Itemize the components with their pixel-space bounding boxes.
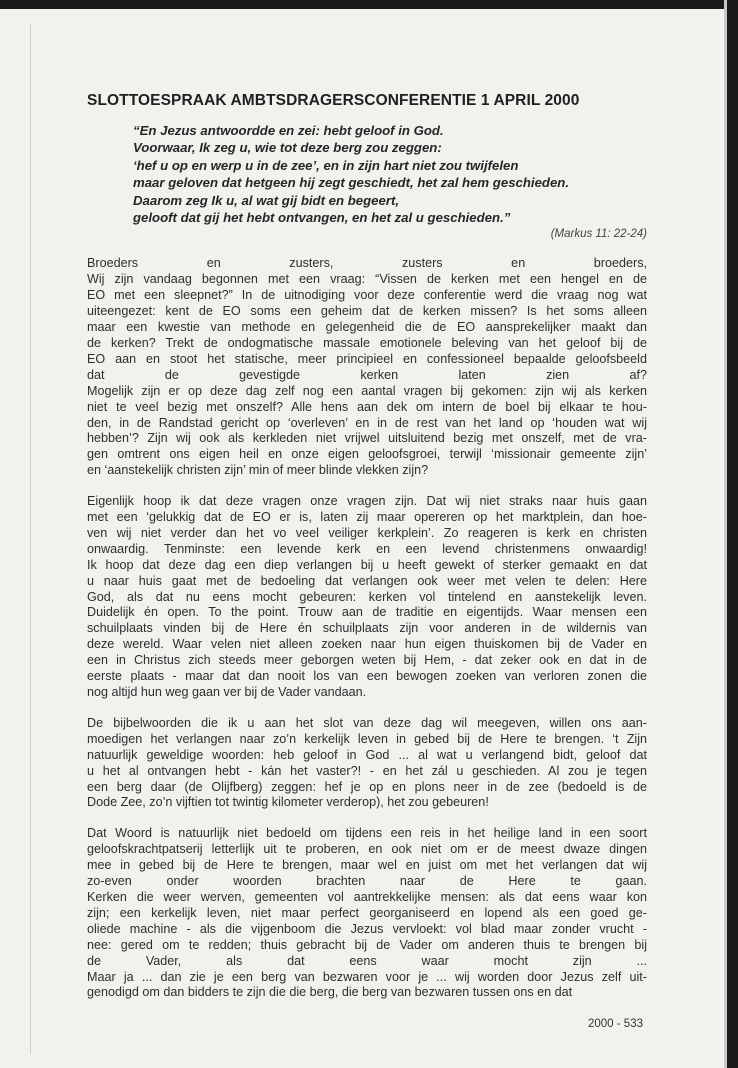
text-line: Duidelijk én open. To the point. Trouw aan de traditie en eigentijds. Waar mensen een: [87, 605, 647, 620]
text-line: Mogelijk zijn er op deze dag zelf nog een aantal vragen bij gekomen: zijn wij als kerken: [87, 383, 647, 398]
text-line: met een ‘gelukkig dat de EO er is, laten zij maar opereren op het marktplein, dan hoe-: [87, 510, 647, 525]
paragraph: [87, 716, 647, 811]
quote-line: Voorwaar, Ik zeg u, wie tot deze berg zou zeggen:: [133, 140, 442, 156]
document-page: [87, 92, 647, 1001]
text-line: Ik hoop dat deze dag een diep verlangen bij u heeft gewekt of sterker gemaakt en dat: [87, 557, 647, 572]
bible-quote: [133, 122, 647, 242]
text-line: oliede machine - als die vijgenboom die Jezus vervloekt: vol blad maar zonder vrucht -: [87, 921, 647, 936]
text-line: Dat Woord is natuurlijk niet bedoeld om tijdens een reis in het heilige land in een soort: [87, 826, 647, 841]
text-line: moedigen het verlangen naar zo’n kerkelijk leven in gebed bij de Here te brengen. ‘t Zijn: [87, 731, 647, 746]
text-line: zijn; een kerkelijk leven, niet maar perfect georganiseerd en lopend als een goed ge-: [87, 905, 647, 920]
text-line: God, als dat nu eens mocht gebeuren: kerken vol tintelend en aanstekelijk leven.: [87, 589, 647, 604]
quote-line: ‘hef u op en werp u in de zee’, en in zijn hart niet zou twijfelen: [133, 157, 519, 173]
text-line: een berg daar (de Olijfberg) zeggen: hef je op en plons neer in de zee (bedoeld is de: [87, 779, 647, 794]
quote-line: gelooft dat gij het hebt ontvangen, en het zal u geschieden.”: [133, 210, 511, 226]
text-line: Broeders en zusters, zusters en broeders,: [87, 256, 647, 271]
text-line: Eigenlijk hoop ik dat deze vragen onze vragen zijn. Dat wij niet straks naar huis gaan: [87, 494, 647, 509]
text-line: nee: gered om te redden; thuis gebracht bij de Vader om anderen thuis te brengen bij: [87, 937, 647, 952]
page-number: 2000 - 533: [588, 1018, 643, 1030]
paragraph: [87, 256, 647, 479]
quote-line: maar geloven dat hetgeen hij zegt geschiedt, het zal hem geschieden.: [133, 175, 570, 191]
text-line: eerste plaats - maar dat dan nooit los van een bewogen zoeken van verloren zonen die: [87, 669, 647, 684]
text-line: niet te veel bezig met onszelf? Alle hens aan dek om intern de boel bij elkaar te hou-: [87, 399, 647, 414]
text-line: onwaardig. Tenminste: een levende kerk en een levend christenmens onwaardig!: [87, 541, 647, 556]
text-line: de kerken? Trekt de ondogmatische massale emotionele beleving van het geloof bij de: [87, 335, 647, 350]
binding-line: [30, 24, 31, 1054]
top-border: [0, 0, 738, 9]
text-line: Wij zijn vandaag begonnen met een vraag: “Vissen de kerken met een hengel en de: [87, 272, 647, 287]
text-line: EO met een sleepnet?” In de uitnodiging voor deze conferentie werd die vraag nog wat: [87, 288, 647, 303]
paragraph: [87, 494, 647, 701]
text-line: deze wereld. Waar velen niet alleen zoeken naar hun eigen thuiskomen bij de Vader en: [87, 637, 647, 652]
right-border: [727, 0, 738, 1068]
page-title: SLOTTOESPRAAK AMBTSDRAGERSCONFERENTIE 1 APRIL 2000: [87, 92, 580, 109]
text-line: Maar ja ... dan zie je een berg van bezwaren voor je ... wij worden door Jezus zelf uit-: [87, 969, 647, 984]
text-line: en ‘aanstekelijk christen zijn’ min of meer blinde vlekken zijn?: [87, 463, 429, 478]
text-line: natuurlijk geweldige woorden: heb geloof in God ... al wat u verlangend bidt, geloof dat: [87, 747, 647, 762]
quote-line: “En Jezus antwoordde en zei: hebt geloof in God.: [133, 123, 444, 138]
text-line: EO aan en stoot het statische, meer principieel en confessioneel bepaalde geloofsbeeld: [87, 351, 647, 366]
text-line: ven wij niet verder dan het vo veel veiliger kerkplein’. Zo reageren is kerk en christen: [87, 525, 647, 540]
text-line: maar een kwestie van methode en gelegenheid die de EO aansprekelijker maakt dan: [87, 320, 647, 335]
text-line: een in Christus zich steeds meer geborgen weten bij Hem, - dat zeker ook en dat in de: [87, 653, 647, 668]
text-line: den, in de Randstad gericht op ‘overleven’ en in de rest van het land op ‘houden wat wij: [87, 415, 647, 430]
text-line: schuilplaats vinden bij de Here én schuilplaats zijn voor anderen in de wildernis van: [87, 621, 647, 636]
text-line: geloofskrachtpatserij letterlijk uit te proberen, en ook niet om er de meest dwaze dingen: [87, 842, 647, 857]
text-line: de Vader, als dat eens waar mocht zijn ...: [87, 953, 647, 968]
text-line: genodigd om dan bidders te zijn die die berg, die berg van bezwaren tussen ons en dat: [87, 985, 573, 1000]
text-line: zo-even onder woorden brachten naar de Here te gaan.: [87, 874, 647, 889]
text-line: uiteengezet: kent de EO soms een geheim dat de kerken missen? Is het soms alleen: [87, 304, 647, 319]
text-line: Dode Zee, zo’n vijftien tot twintig kilometer verderop), het zou gebeuren!: [87, 795, 489, 810]
quote-line: Daarom zeg Ik u, al wat gij bidt en begeert,: [133, 192, 400, 208]
text-line: De bijbelwoorden die ik u aan het slot van deze dag wil meegeven, willen ons aan-: [87, 715, 647, 730]
text-line: gen omtrent ons eigen heil en onze eigen geloofsgroei, terwijl ‘missionair gemeente zijn’: [87, 447, 647, 462]
paragraph: [87, 826, 647, 1001]
text-line: u het al ontvangen hebt - kán het vaster?! - en het zál u geschieden. Al zou je tegen: [87, 763, 647, 778]
text-line: u naar huis gaat met de bedoeling dat verlangen ook weer met velen te delen: Here: [87, 573, 647, 588]
text-line: hebben’? Zijn wij ook als kerkleden niet vrijwel uitsluitend bezig met onszelf, met de vra-: [87, 431, 647, 446]
text-line: Kerken die weer werven, gemeenten vol aantrekkelijke mensen: als dat eens waar kon: [87, 889, 647, 904]
quote-reference: (Markus 11: 22-24): [550, 228, 647, 241]
body-text: [87, 256, 647, 1001]
text-line: nog altijd hun weg gaan ver bij de Vader vandaan.: [87, 685, 367, 699]
text-line: dat de gevestigde kerken laten zien af?: [87, 367, 647, 382]
text-line: mee in gebed bij de Here te brengen, maar wel en juist om met het verlangen dat wij: [87, 858, 647, 873]
